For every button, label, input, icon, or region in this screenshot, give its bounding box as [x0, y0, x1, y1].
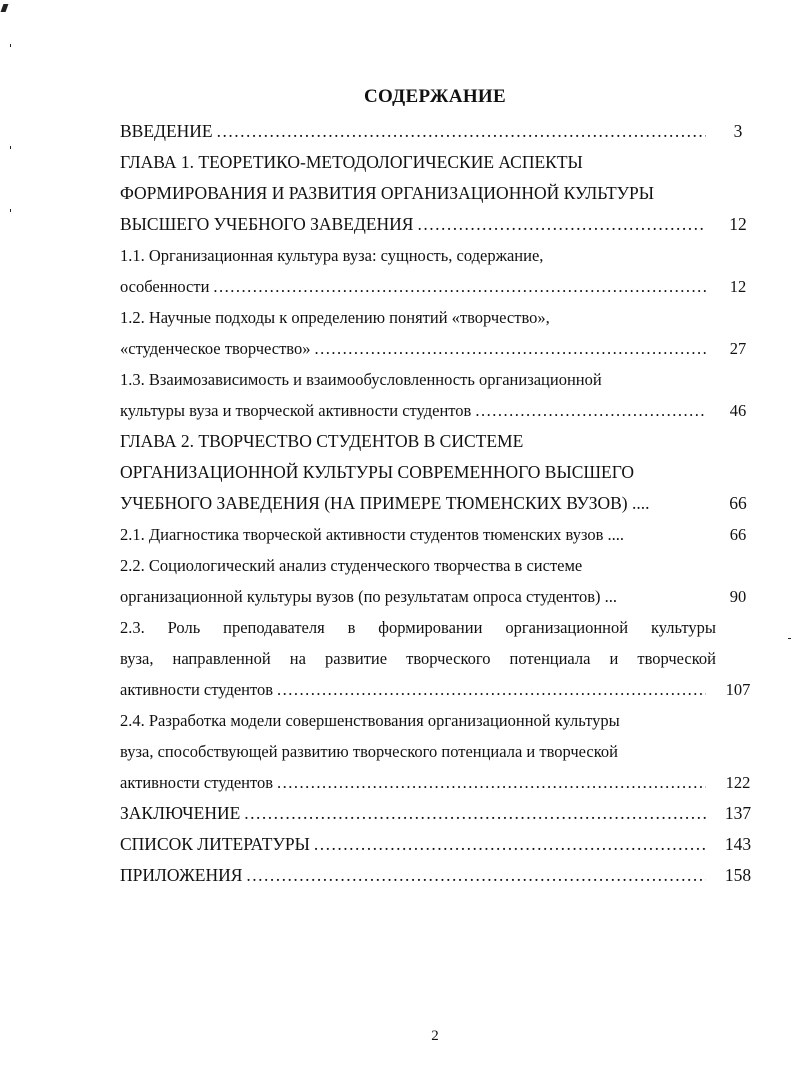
toc-entry[interactable]	[120, 643, 716, 674]
toc-entry-page: 137	[724, 803, 752, 823]
toc-entry-text: 2.2. Социологический анализ студенческого творчества в системе	[120, 556, 583, 575]
toc-entry[interactable]	[120, 829, 760, 860]
toc-entry[interactable]	[120, 147, 760, 178]
toc-entry-page: 158	[724, 865, 752, 885]
toc-entry[interactable]	[120, 426, 760, 457]
toc-entry-text: вуза, направленной на развитие творческого потенциала и творческой	[120, 649, 716, 668]
toc-entry[interactable]	[120, 178, 760, 209]
toc-entry-text: СПИСОК ЛИТЕРАТУРЫ	[120, 834, 310, 854]
table-of-contents	[120, 116, 760, 891]
dot-leader	[314, 333, 706, 364]
toc-entry[interactable]	[120, 581, 760, 612]
dot-leader	[314, 829, 706, 860]
toc-entry[interactable]	[120, 209, 760, 240]
toc-entry-page: 12	[729, 214, 747, 234]
toc-entry[interactable]	[120, 116, 760, 147]
toc-entry[interactable]	[120, 612, 716, 643]
toc-entry[interactable]	[120, 488, 760, 519]
toc-entry-text: ГЛАВА 1. ТЕОРЕТИКО-МЕТОДОЛОГИЧЕСКИЕ АСПЕКТЫ	[120, 152, 583, 172]
toc-entry-text: 1.3. Взаимозависимость и взаимообусловленность организационной	[120, 370, 602, 389]
toc-entry[interactable]	[120, 457, 760, 488]
toc-entry-text: активности студентов	[120, 680, 274, 699]
toc-entry-text: ВВЕДЕНИЕ	[120, 121, 213, 141]
scan-mark	[10, 209, 11, 212]
toc-entry-text: организационной культуры вузов (по результатам опроса студентов) ...	[120, 587, 618, 606]
toc-entry-text: УЧЕБНОГО ЗАВЕДЕНИЯ (НА ПРИМЕРЕ ТЮМЕНСКИХ ВУЗОВ) ....	[120, 493, 650, 513]
dot-leader	[475, 395, 706, 426]
toc-entry[interactable]	[120, 240, 760, 271]
scan-mark	[10, 146, 11, 149]
toc-entry-text: 1.2. Научные подходы к определению понятий «творчество»,	[120, 308, 550, 327]
scan-mark	[10, 44, 11, 47]
toc-entry[interactable]	[120, 333, 760, 364]
toc-entry[interactable]	[120, 364, 760, 395]
toc-entry-text: «студенческое творчество»	[120, 339, 311, 358]
dot-leader	[244, 798, 706, 829]
dot-leader	[277, 767, 706, 798]
toc-entry[interactable]	[120, 302, 760, 333]
toc-entry-page: 143	[724, 834, 752, 854]
toc-entry-text: ФОРМИРОВАНИЯ И РАЗВИТИЯ ОРГАНИЗАЦИОННОЙ КУЛЬТУРЫ	[120, 183, 655, 203]
toc-entry-text: ПРИЛОЖЕНИЯ	[120, 865, 243, 885]
toc-entry-page: 107	[725, 680, 751, 699]
toc-title: СОДЕРЖАНИЕ	[364, 86, 506, 107]
page-number: 2	[431, 1028, 439, 1044]
toc-entry[interactable]	[120, 519, 760, 550]
toc-entry[interactable]	[120, 674, 760, 705]
toc-entry[interactable]	[120, 736, 760, 767]
toc-entry-text: ЗАКЛЮЧЕНИЕ	[120, 803, 241, 823]
toc-entry-text: 2.1. Диагностика творческой активности студентов тюменских вузов ....	[120, 525, 625, 544]
toc-entry-page: 66	[729, 493, 747, 513]
dot-leader	[217, 116, 706, 147]
toc-entry[interactable]	[120, 860, 760, 891]
toc-entry[interactable]	[120, 271, 760, 302]
toc-entry-text: ВЫСШЕГО УЧЕБНОГО ЗАВЕДЕНИЯ	[120, 214, 414, 234]
dot-leader	[277, 674, 706, 705]
toc-entry-page: 46	[729, 401, 747, 420]
toc-entry[interactable]	[120, 767, 760, 798]
toc-entry-page: 90	[729, 587, 747, 606]
toc-entry[interactable]	[120, 705, 760, 736]
toc-entry-text: ОРГАНИЗАЦИОННОЙ КУЛЬТУРЫ СОВРЕМЕННОГО ВЫСШЕГО	[120, 462, 635, 482]
toc-entry[interactable]	[120, 550, 760, 581]
toc-entry-page: 66	[729, 525, 747, 544]
toc-entry[interactable]	[120, 798, 760, 829]
toc-entry-page: 122	[725, 773, 751, 792]
toc-entry-text: 1.1. Организационная культура вуза: сущность, содержание,	[120, 246, 544, 265]
toc-entry-text: ГЛАВА 2. ТВОРЧЕСТВО СТУДЕНТОВ В СИСТЕМЕ	[120, 431, 524, 451]
dot-leader	[246, 860, 706, 891]
toc-entry-page: 27	[729, 339, 747, 358]
toc-entry-text: особенности	[120, 277, 210, 296]
scan-mark	[1, 4, 9, 12]
toc-entry-text: 2.4. Разработка модели совершенствования организационной культуры	[120, 711, 620, 730]
scan-mark	[788, 638, 791, 639]
toc-entry-page: 3	[733, 121, 743, 141]
toc-entry[interactable]	[120, 395, 760, 426]
toc-entry-text: культуры вуза и творческой активности студентов	[120, 401, 472, 420]
dot-leader	[213, 271, 706, 302]
toc-entry-text: активности студентов	[120, 773, 274, 792]
dot-leader	[417, 209, 706, 240]
toc-entry-text: вуза, способствующей развитию творческого потенциала и творческой	[120, 742, 618, 761]
toc-entry-text: 2.3. Роль преподавателя в формировании организационной культуры	[120, 618, 716, 637]
toc-entry-page: 12	[729, 277, 747, 296]
